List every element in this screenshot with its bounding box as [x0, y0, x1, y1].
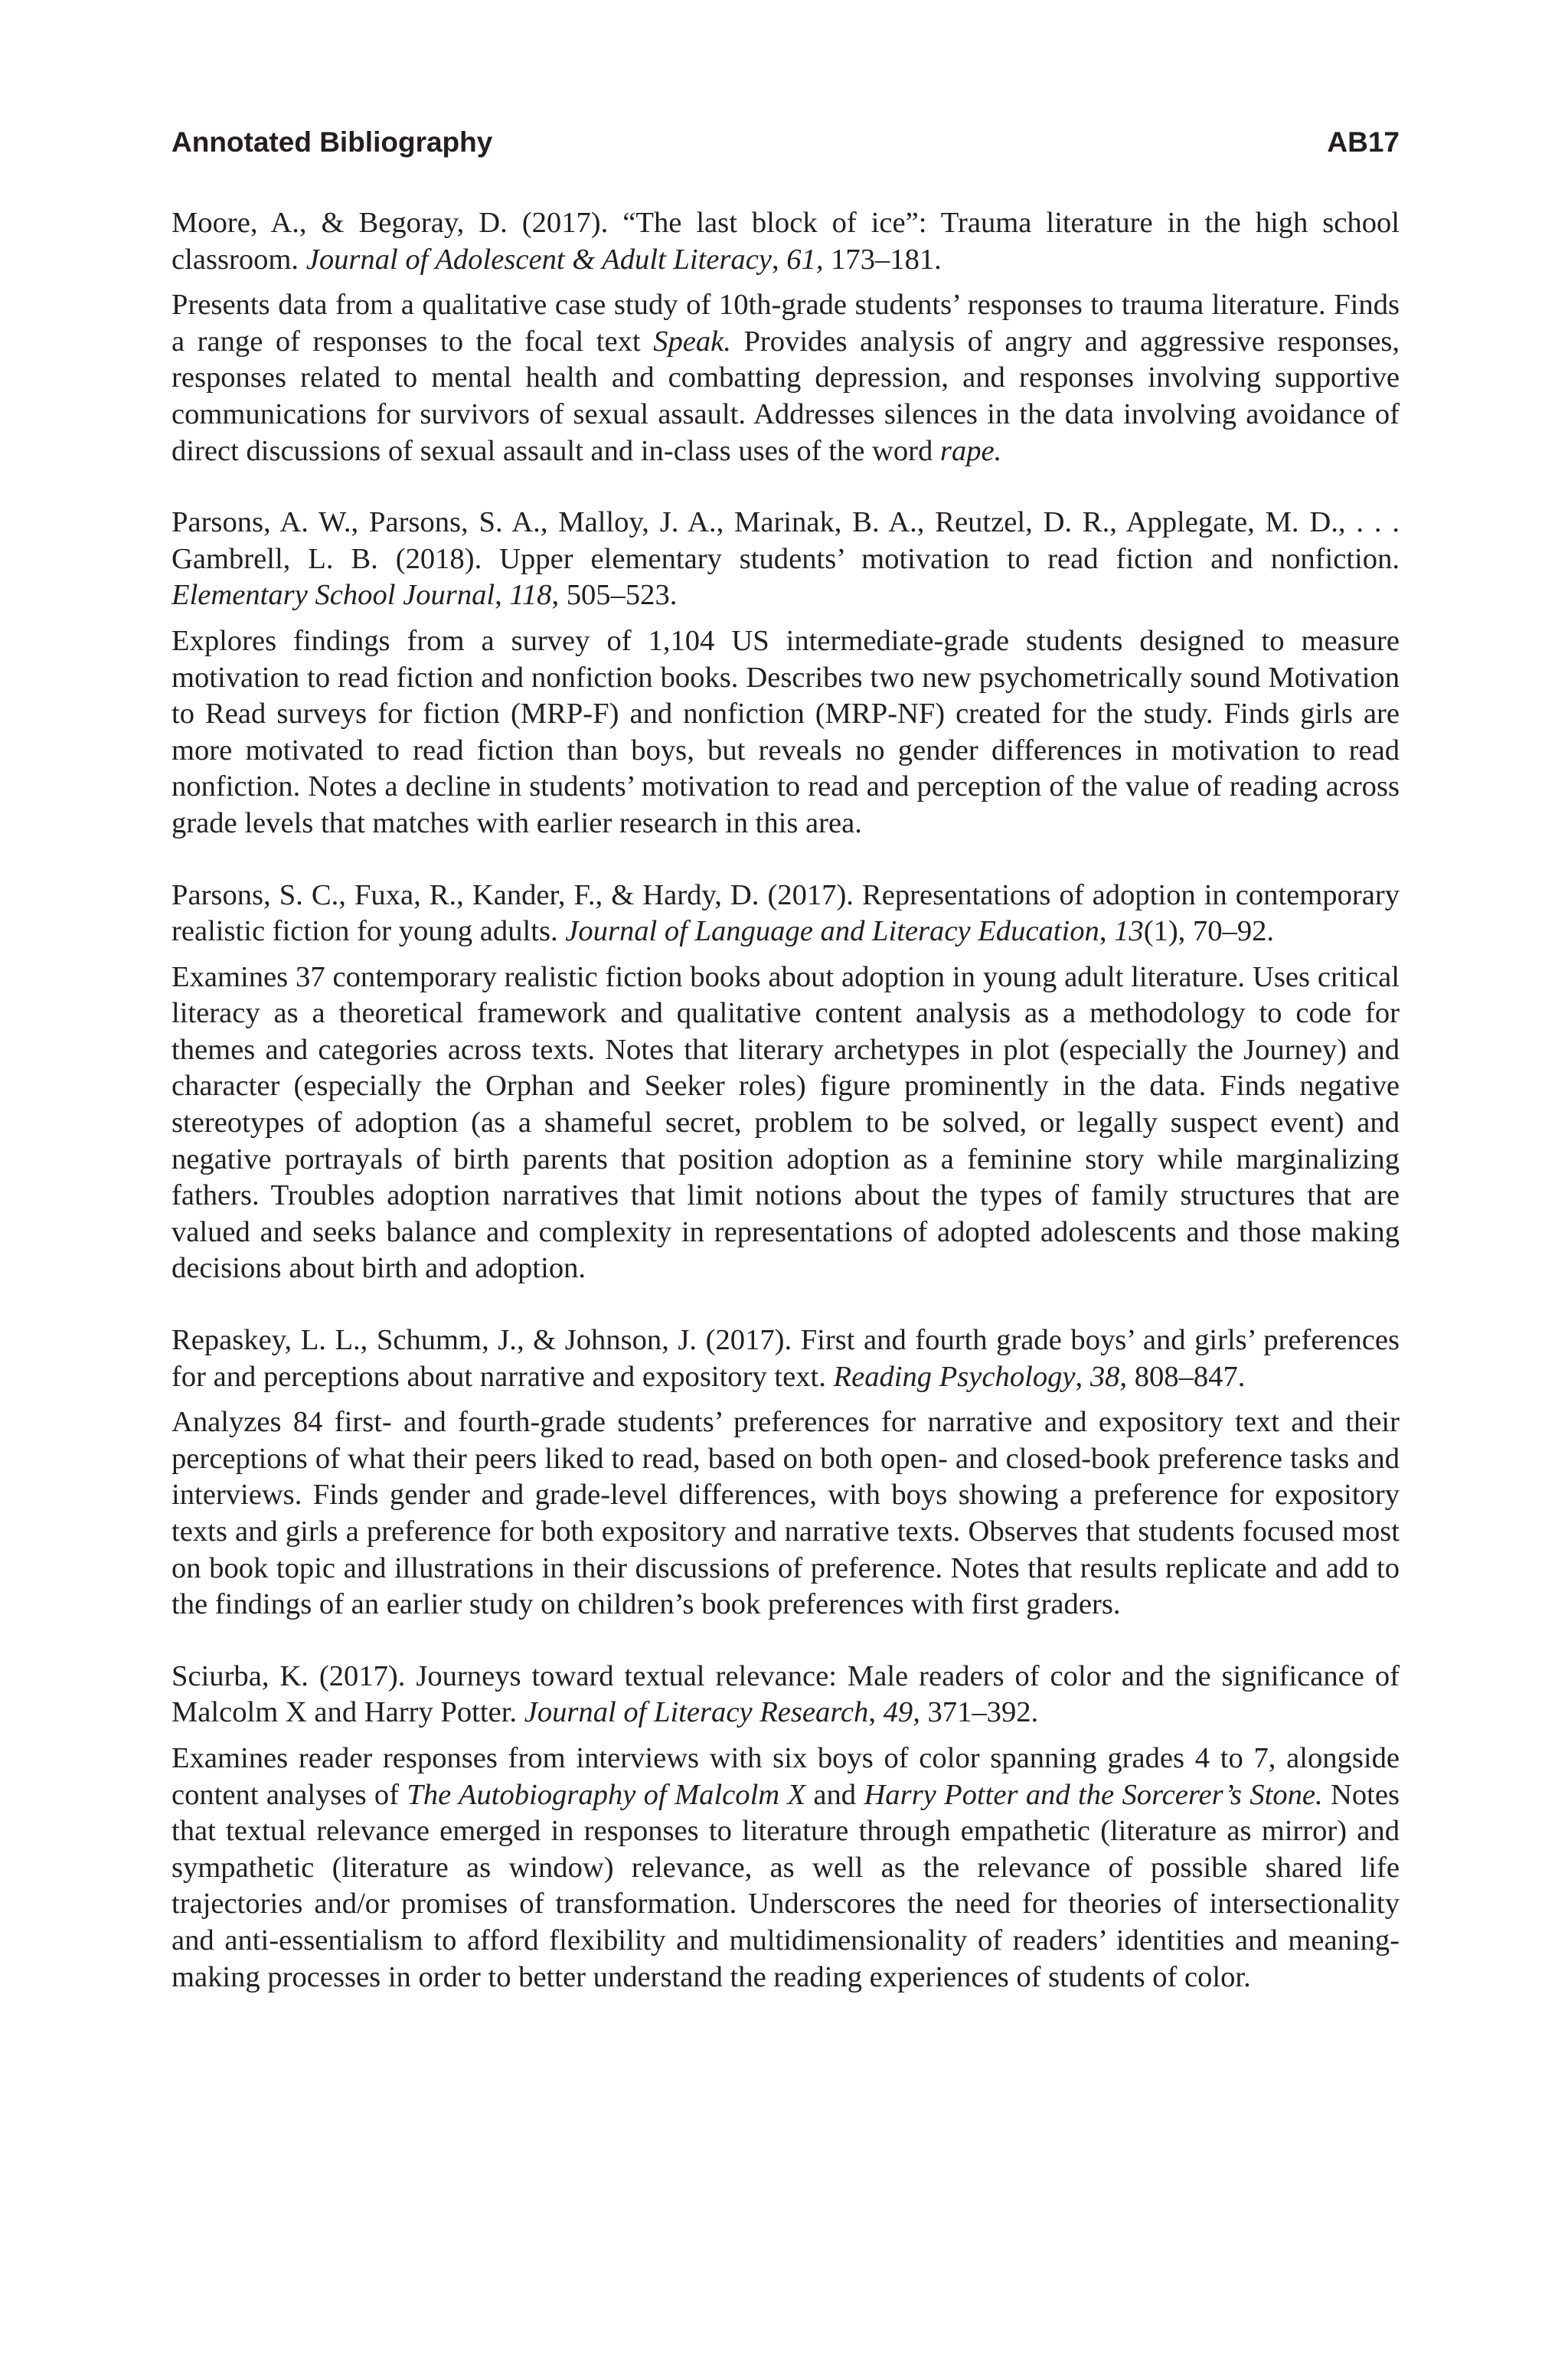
bib-entry — [172, 505, 1400, 842]
bibliography-body — [172, 205, 1400, 2031]
annotation: Analyzes 84 first- and fourth-grade students’ preferences for narrative and expository text and their perceptions of what their peers liked to read, based on both open- and closed-book preference tasks and interviews. Finds gender and grade-level differences, with boys showing a preference for expository texts and girls a preference for both expository and narrative texts. Observes that students focused most on book topic and illustrations in their discussions of preference. Notes that results replicate and add to the findings of an earlier study on children’s book preferences with first graders. — [172, 1406, 1400, 1621]
citation: Parsons, S. C., Fuxa, R., Kander, F., & Hardy, D. (2017). Representations of adoption in contemporary realistic fiction for young adults. Journal of Language and Literacy Education, 13(1), 70–92. — [172, 878, 1400, 948]
annotation: Examines reader responses from interviews with six boys of color spanning grades 4 to 7, alongside content analyses of The Autobiography of Malcolm X and Harry Potter and the Sorcerer’s Stone. Notes that textual relevance emerged in responses to literature through empathetic (literature as mirror) and sympathetic (literature as window) relevance, as well as the relevance of possible shared life trajectories and/or promises of transformation. Underscores the need for theories of intersectionality and anti-essentialism to afford flexibility and multidimensionality of readers’ identities and meaning-making processes in order to better understand the reading experiences of students of color. — [172, 1741, 1400, 1993]
annotation: Examines 37 contemporary realistic fiction books about adoption in young adult literature. Uses critical literacy as a theoretical framework and qualitative content analysis as a methodology to code for themes and categories across texts. Notes that literary archetypes in plot (especially the Journey) and character (especially the Orphan and Seeker roles) figure prominently in the data. Finds negative stereotypes of adoption (as a shameful secret, problem to be solved, or legally suspect event) and negative portrayals of birth parents that position adoption as a feminine story while marginalizing fathers. Troubles adoption narratives that limit notions about the types of family structures that are valued and seeks balance and complexity in representations of adopted adolescents and those making decisions about birth and adoption. — [172, 960, 1400, 1285]
bib-entry — [172, 205, 1400, 469]
citation: Sciurba, K. (2017). Journeys toward textual relevance: Male readers of color and the significance of Malcolm X and Harry Potter. Journal of Literacy Research, 49, 371–392. — [172, 1659, 1400, 1729]
bib-entry — [172, 1659, 1400, 1996]
citation: Moore, A., & Begoray, D. (2017). “The last block of ice”: Trauma literature in the high school classroom. Journal of Adolescent & Adult Literacy, 61, 173–181. — [172, 207, 1400, 276]
citation: Repaskey, L. L., Schumm, J., & Johnson, J. (2017). First and fourth grade boys’ and girls’ preferences for and perceptions about narrative and expository text. Reading Psychology, 38, 808–847. — [172, 1324, 1400, 1393]
citation: Parsons, A. W., Parsons, S. A., Malloy, J. A., Marinak, B. A., Reutzel, D. R., Applegate, M. D., . . . Gambrell, L. B. (2018). Upper elementary students’ motivation to read fiction and nonfiction. Elementary School Journal, 118, 505–523. — [172, 506, 1400, 612]
bib-entry — [172, 878, 1400, 1288]
annotation: Explores findings from a survey of 1,104 US intermediate-grade students designed to measure motivation to read fiction and nonfiction books. Describes two new psychometrically sound Motivation to Read surveys for fiction (MRP-F) and nonfiction (MRP-NF) created for the study. Finds girls are more motivated to read fiction than boys, but reveals no gender differences in motivation to read nonfiction. Notes a decline in students’ motivation to read and perception of the value of reading across grade levels that matches with earlier research in this area. — [172, 624, 1400, 839]
bib-entry — [172, 1322, 1400, 1623]
annotation: Presents data from a qualitative case study of 10th-grade students’ responses to trauma literature. Finds a range of responses to the focal text Speak. Provides analysis of angry and aggressive responses, responses related to mental health and combatting depression, and responses involving supportive communications for survivors of sexual assault. Addresses silences in the data involving avoidance of direct discussions of sexual assault and in-class uses of the word rape. — [172, 289, 1400, 467]
running-header — [172, 121, 1400, 164]
page-number: AB17 — [1327, 126, 1400, 158]
section-title: Annotated Bibliography — [172, 126, 493, 158]
